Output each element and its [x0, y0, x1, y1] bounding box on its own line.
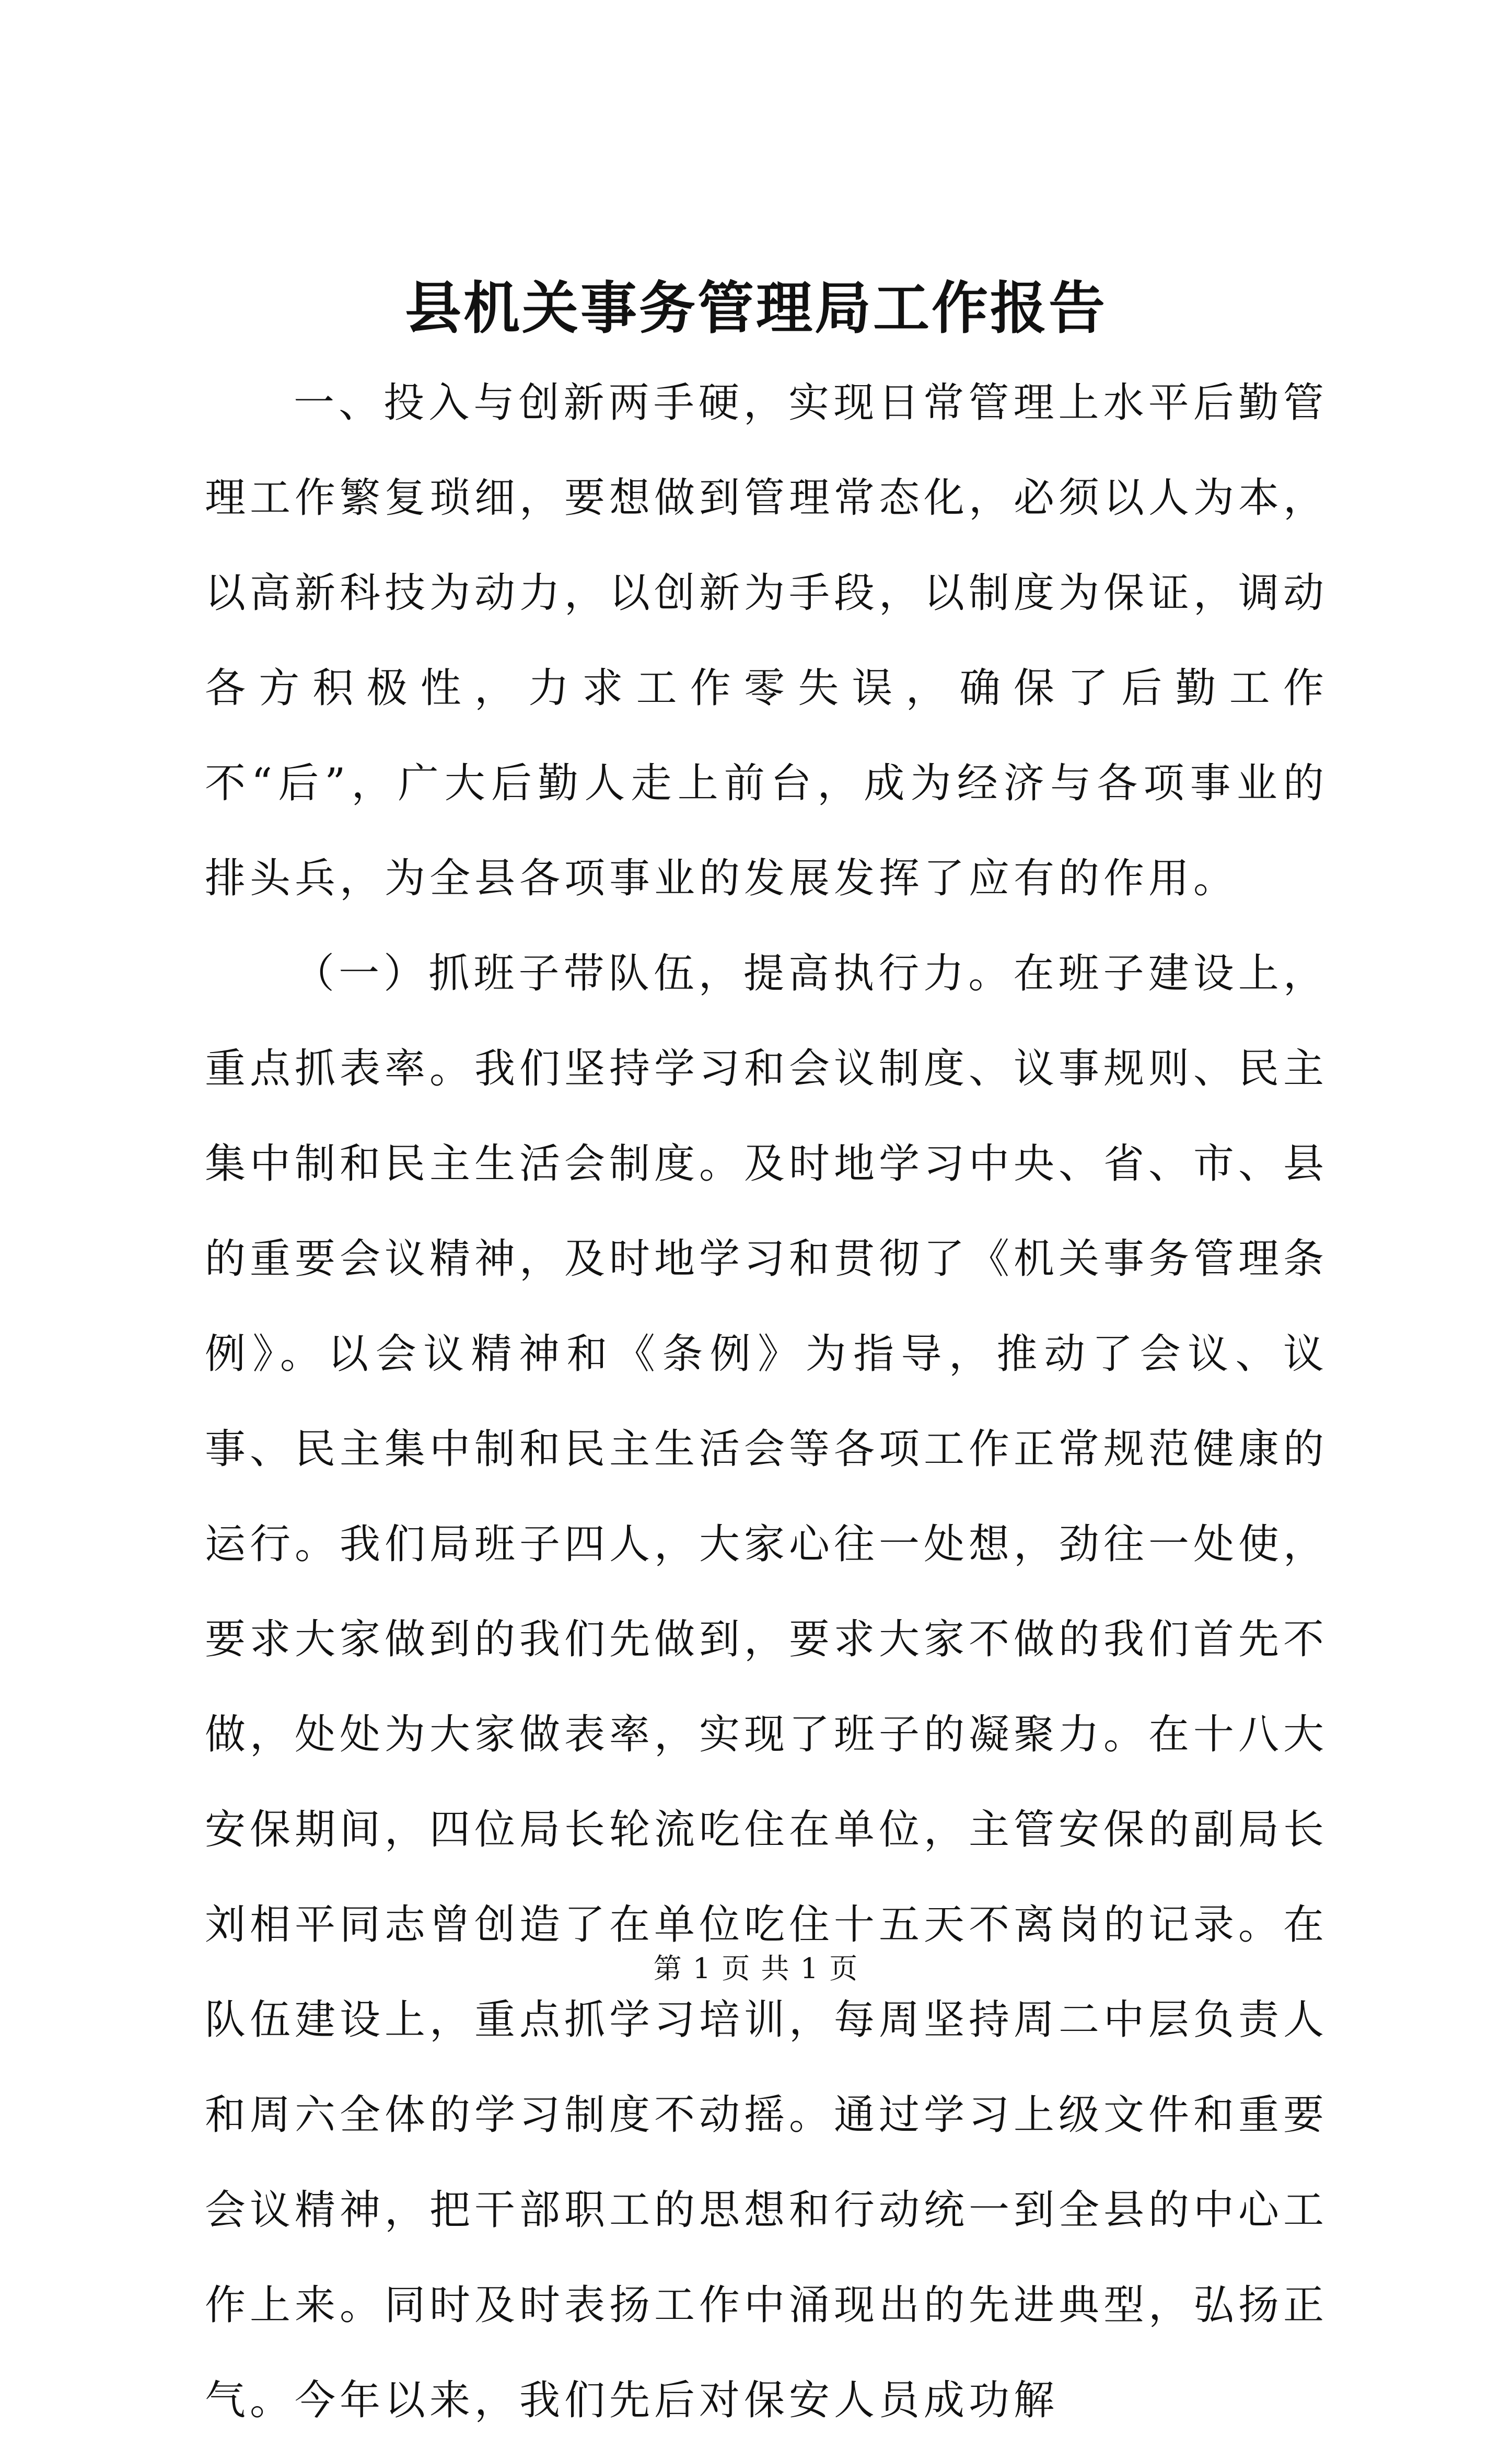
paragraph-2: （一）抓班子带队伍，提高执行力。在班子建设上，重点抓表率。我们坚持学习和会议制度、议事规则、民主集中制和民主生活会制度。及时地学习中央、省、市、县的重要会议精神，及时地学习和贯彻了《机关事务管理条例》。以会议精神和《条例》为指导，推动了会议、议事、民主集中制和民主生活会等各项工作正常规范健康的运行。我们局班子四人，大家心往一处想，劲往一处使，要求大家做到的我们先做到，要求大家不做的我们首先不做，处处为大家做表率，实现了班子的凝聚力。在十八大安保期间，四位局长轮流吃住在单位，主管安保的副局长刘相平同志曾创造了在单位吃住十五天不离岗的记录。在队伍建设上，重点抓学习培训，每周坚持周二中层负责人和周六全体的学习制度不动摇。通过学习上级文件和重要会议精神，把干部职工的思想和行动统一到全县的中心工作上来。同时及时表扬工作中涌现出的先进典型，弘扬正气。今年以来，我们先后对保安人员成功解: [205, 950, 1329, 2424]
page-footer: 第 1 页 共 1 页: [653, 1952, 859, 1985]
document-body: [205, 355, 1328, 2448]
document-title: 县机关事务管理局工作报告: [404, 275, 1107, 341]
paragraph-1: 一、投入与创新两手硬，实现日常管理上水平后勤管理工作繁复琐细，要想做到管理常态化，必须以人为本，以高新科技为动力，以创新为手段，以制度为保证，调动各方积极性，力求工作零失误，确保了后勤工作不“后”，广大后勤人走上前台，成为经济与各项事业的排头兵，为全县各项事业的发展发挥了应有的作用。: [205, 379, 1329, 902]
